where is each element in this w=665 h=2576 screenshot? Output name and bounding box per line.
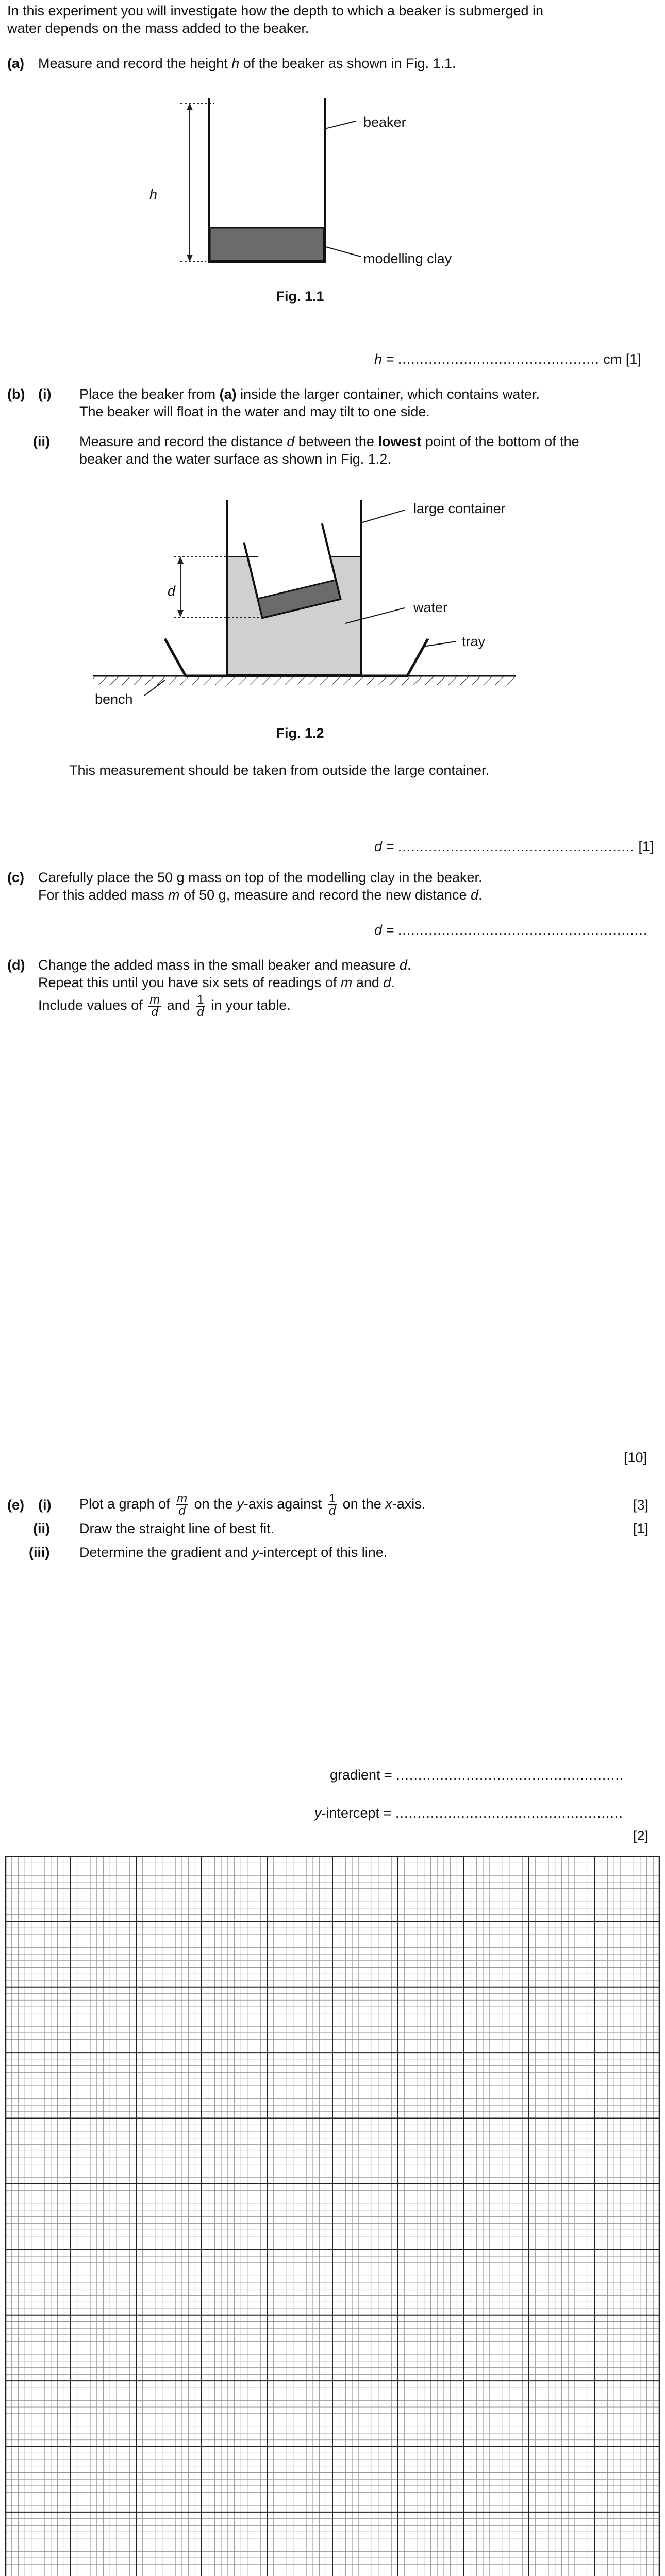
part-b-i-label: (i) — [38, 386, 52, 402]
graph-paper[interactable] — [5, 1856, 660, 2576]
part-d-label: (d) — [7, 957, 25, 973]
fraction-m-over-d: $\frac{m}{d}$ — [177, 1492, 188, 1518]
part-a-text: Measure and record the height h of the beaker as shown in Fig. 1.1. — [38, 56, 456, 71]
part-e-label: (e) — [7, 1497, 24, 1513]
intro-line-1: In this experiment you will investigate how the depth to which a beaker is submerged in — [7, 3, 544, 19]
fig1-2-tray-label: tray — [462, 634, 486, 649]
answer-h[interactable]: h = .............................................. cm [1] — [374, 351, 641, 367]
part-c-line-1: Carefully place the 50 g mass on top of the modelling clay in the beaker. — [38, 870, 483, 885]
fig1-2-water-label: water — [413, 600, 448, 615]
fraction-m-over-d: $\frac{m}{d}$ — [149, 993, 160, 1019]
part-b-ii-label: (ii) — [33, 434, 50, 449]
answer-d-c[interactable]: d = ......................................................... — [374, 922, 648, 938]
answer-y-intercept[interactable]: y-intercept = .................................................... — [314, 1805, 623, 1821]
part-b-note: This measurement should be taken from outside the large container. — [69, 762, 489, 778]
fig-1-2-caption: Fig. 1.2 — [276, 725, 324, 741]
answer-d-b[interactable]: d = ...................................................... [1] — [374, 839, 654, 854]
part-d-marks: [10] — [624, 1450, 647, 1465]
fig1-2-large-container-label: large container — [413, 501, 506, 516]
fraction-1-over-d: $\frac{1}{d}$ — [328, 1492, 336, 1518]
part-e-iii-label: (iii) — [29, 1545, 50, 1560]
fig-1-1-caption: Fig. 1.1 — [276, 289, 324, 304]
part-e-ii-label: (ii) — [33, 1521, 50, 1536]
part-e-ii-marks: [1] — [633, 1521, 649, 1536]
part-d-line-3: Include values of $\frac{m}{d}$ and $\frac{1}{d}$ in your table. — [38, 993, 291, 1019]
part-d-line-1: Change the added mass in the small beaker and measure d. — [38, 957, 411, 973]
part-b-ii-line-1: Measure and record the distance d between the lowest point of the bottom of the — [79, 434, 579, 449]
part-b-ii-line-2: beaker and the water surface as shown in Fig. 1.2. — [79, 451, 391, 467]
part-a-label: (a) — [7, 56, 24, 71]
part-e-i-text: Plot a graph of $\frac{m}{d}$ on the y-axis against $\frac{1}{d}$ on the x-axis. — [79, 1492, 426, 1518]
figure-1-1 — [129, 93, 397, 273]
part-d-line-2: Repeat this until you have six sets of readings of m and d. — [38, 975, 395, 990]
answer-gradient[interactable]: gradient = .................................................... — [330, 1767, 624, 1783]
part-e-i-marks: [3] — [633, 1497, 649, 1513]
fig1-1-h-label: h — [149, 187, 158, 202]
intro-line-2: water depends on the mass added to the beaker. — [7, 21, 309, 36]
fig1-1-beaker-label: beaker — [363, 114, 406, 130]
fig1-2-d-label: d — [168, 583, 176, 599]
fig1-2-bench-label: bench — [95, 691, 133, 707]
part-e-ii-text: Draw the straight line of best fit. — [79, 1521, 275, 1536]
part-e-iii-text: Determine the gradient and y-intercept of this line. — [79, 1545, 388, 1560]
fraction-1-over-d: $\frac{1}{d}$ — [197, 993, 204, 1019]
part-c-label: (c) — [7, 870, 24, 885]
part-c-line-2: For this added mass m of 50 g, measure and record the new distance d. — [38, 887, 483, 903]
part-b-i-line-2: The beaker will float in the water and may tilt to one side. — [79, 404, 430, 419]
part-e-i-label: (i) — [38, 1497, 52, 1513]
part-b-i-line-1: Place the beaker from (a) inside the larger container, which contains water. — [79, 386, 540, 402]
part-b-label: (b) — [7, 386, 25, 402]
part-e-marks: [2] — [633, 1828, 649, 1843]
fig1-1-clay-label: modelling clay — [363, 251, 452, 266]
